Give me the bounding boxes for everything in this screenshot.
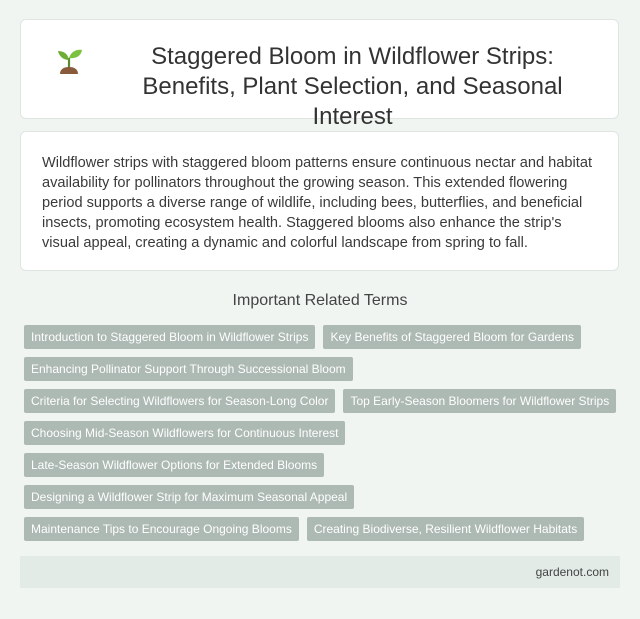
tag-row: [24, 357, 624, 381]
related-terms-list: [24, 325, 624, 549]
sprout-icon: [51, 44, 87, 80]
related-term-tag[interactable]: Introduction to Staggered Bloom in Wildflower Strips: [24, 325, 315, 349]
related-term-tag[interactable]: Key Benefits of Staggered Bloom for Gardens: [323, 325, 580, 349]
related-term-tag[interactable]: Top Early-Season Bloomers for Wildflower Strips: [343, 389, 616, 413]
title-row: [51, 42, 598, 132]
tag-row: [24, 517, 624, 541]
tag-row: [24, 485, 624, 509]
related-term-tag[interactable]: Creating Biodiverse, Resilient Wildflower Habitats: [307, 517, 584, 541]
source-link[interactable]: gardenot.com: [535, 565, 609, 579]
related-term-tag[interactable]: Late-Season Wildflower Options for Extended Blooms: [24, 453, 324, 477]
tag-row: [24, 325, 624, 349]
intro-paragraph: Wildflower strips with staggered bloom patterns ensure continuous nectar and habitat availability for pollinators throughout the growing season. This extended flowering period supports a diverse range of wildlife, including bees, butterflies, and beneficial insects, promoting ecosystem health. Staggered blooms also enhance the strip's visual appeal, creating a dynamic and colorful landscape from spring to fall.: [42, 155, 592, 251]
tag-row: [24, 421, 624, 445]
related-term-tag[interactable]: Maintenance Tips to Encourage Ongoing Blooms: [24, 517, 299, 541]
page-title: Staggered Bloom in Wildflower Strips: Benefits, Plant Selection, and Seasonal Interest: [142, 43, 563, 130]
tag-row: [24, 389, 624, 413]
related-term-tag[interactable]: Choosing Mid-Season Wildflowers for Continuous Interest: [24, 421, 345, 445]
related-term-tag[interactable]: Enhancing Pollinator Support Through Successional Bloom: [24, 357, 353, 381]
related-term-tag[interactable]: Criteria for Selecting Wildflowers for Season-Long Color: [24, 389, 335, 413]
related-term-tag[interactable]: Designing a Wildflower Strip for Maximum Seasonal Appeal: [24, 485, 354, 509]
footer-bar: [20, 556, 620, 588]
intro-card: [20, 131, 619, 271]
title-card: [20, 19, 619, 130]
tag-row: [24, 453, 624, 477]
related-terms-heading: Important Related Terms: [232, 292, 408, 309]
